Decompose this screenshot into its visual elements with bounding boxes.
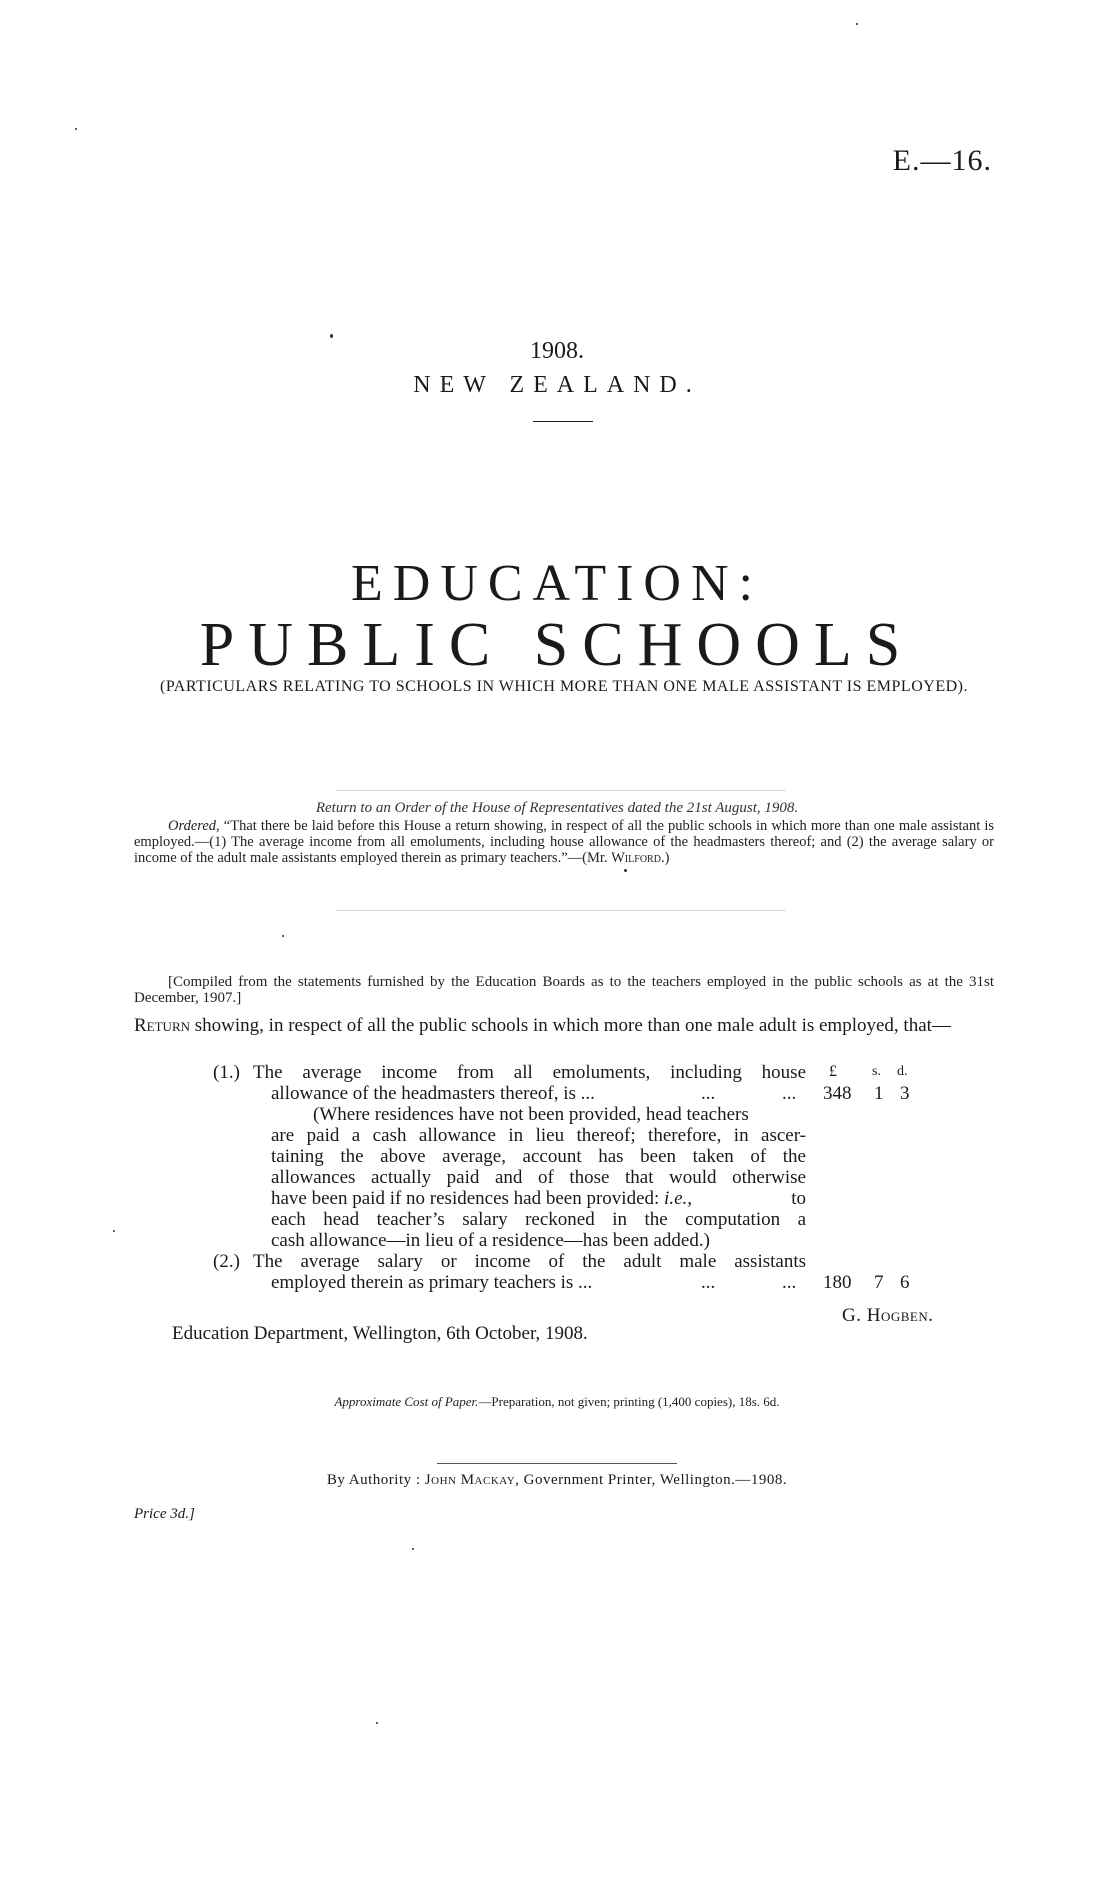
item-2-pounds: 180: [823, 1272, 852, 1293]
scan-speck: [330, 334, 333, 338]
item-1-note-line-2: are paid a cash allowance in lieu thereof; therefore, in ascer-: [271, 1125, 806, 1146]
scan-speck: [376, 1722, 378, 1724]
item-1-line-1: The average income from all emoluments, including house: [253, 1062, 806, 1083]
title-divider: [533, 421, 593, 422]
cost-note-text: —Preparation, not given; printing (1,400 copies), 18s. 6d.: [478, 1394, 780, 1409]
item-1-leader-1: ...: [701, 1083, 716, 1104]
return-intro-text: showing, in respect of all the public schools in which more than one male adult is employed, that—: [194, 1015, 951, 1036]
ordered-end: .): [660, 850, 670, 866]
paper-reference: E.—16.: [892, 144, 992, 177]
subtitle: (PARTICULARS RELATING TO SCHOOLS IN WHICH MORE THAN ONE MALE ASSISTANT IS EMPLOYED).: [160, 678, 968, 695]
item-2-pence: 6: [900, 1272, 910, 1293]
item-1-note-line-3: taining the above average, account has been taken of the: [271, 1146, 806, 1167]
item-1-pounds: 348: [823, 1083, 852, 1104]
item-2-number: (2.): [213, 1251, 240, 1272]
item-1-note-line-7: cash allowance—in lieu of a residence—has been added.): [271, 1230, 710, 1251]
ordered-paragraph: [134, 818, 994, 866]
item-2-shillings: 7: [874, 1272, 884, 1293]
signature: G. Hogben.: [842, 1305, 934, 1326]
compiled-note-text: [Compiled from the statements furnished by the Education Boards as to the teachers employed in the public schools as at the 31st December, 1907.]: [134, 974, 994, 1006]
pence-header: d.: [897, 1064, 908, 1079]
authority-suffix: Government Printer, Wellington.—1908.: [523, 1472, 788, 1488]
ordered-member: Wilford: [611, 850, 661, 866]
ordered-label: Ordered,: [168, 818, 220, 834]
title-line-2: PUBLIC SCHOOLS: [199, 611, 915, 679]
authority-line: [0, 1472, 1114, 1489]
price: Price 3d.]: [134, 1506, 195, 1522]
dateline: Education Department, Wellington, 6th October, 1908.: [172, 1323, 588, 1344]
item-1-note-line-6: each head teacher’s salary reckoned in the computation a: [271, 1209, 806, 1230]
return-lead-word: Return: [134, 1015, 191, 1036]
scan-speck: [113, 1230, 115, 1232]
faint-rule-top: [336, 790, 786, 791]
item-1-shillings: 1: [874, 1083, 884, 1104]
authority-prefix: By Authority :: [326, 1472, 421, 1488]
shillings-header: s.: [872, 1064, 881, 1079]
authority-divider: [437, 1463, 677, 1464]
title-line-1: EDUCATION:: [351, 555, 763, 612]
publication-year: 1908.: [530, 338, 584, 364]
item-1-note-ie: i.e.,: [664, 1188, 693, 1209]
country-heading: NEW ZEALAND.: [413, 372, 701, 398]
cost-note: [0, 1394, 1114, 1410]
scan-speck: [624, 869, 627, 872]
item-1-note-line-1: (Where residences have not been provided, head teachers: [313, 1104, 749, 1125]
cost-note-label: Approximate Cost of Paper.: [334, 1394, 479, 1409]
item-1-note-line-5: [271, 1188, 806, 1209]
item-1-leader-2: ...: [782, 1083, 797, 1104]
scan-speck: [412, 1548, 414, 1550]
pounds-header: £: [829, 1063, 837, 1080]
item-2-line-1: The average salary or income of the adult male assistants: [253, 1251, 806, 1272]
item-1-note-line-5-text: have been paid if no residences had been provided:: [271, 1188, 660, 1209]
return-intro: [134, 1015, 994, 1036]
item-2-leader-2: ...: [782, 1272, 797, 1293]
item-1-number: (1.): [213, 1062, 240, 1083]
item-2-line-2: employed therein as primary teachers is ...: [271, 1272, 593, 1293]
item-1-pence: 3: [900, 1083, 910, 1104]
item-1-note-to: to: [791, 1188, 806, 1209]
faint-rule-bottom: [336, 910, 786, 911]
scan-speck: [75, 128, 77, 130]
return-order-line: Return to an Order of the House of Representatives dated the 21st August, 1908.: [315, 800, 799, 816]
scan-speck: [282, 935, 284, 937]
ordered-text: “That there be laid before this House a return showing, in respect of all the public schools in which more than one male assistant is employed.—(1) The average income from all emoluments, including house allowance of the headmasters thereof; and (2) the average salary or income of the adult male assistants employed therein as primary teachers.”—(Mr.: [134, 818, 994, 866]
item-2-leader-1: ...: [701, 1272, 716, 1293]
printer-name: John Mackay,: [424, 1472, 520, 1488]
scan-speck: [856, 23, 858, 25]
compiled-note: [134, 974, 994, 1006]
item-1-line-2: allowance of the headmasters thereof, is ...: [271, 1083, 595, 1104]
item-1-note-line-4: allowances actually paid and of those that would otherwise: [271, 1167, 806, 1188]
